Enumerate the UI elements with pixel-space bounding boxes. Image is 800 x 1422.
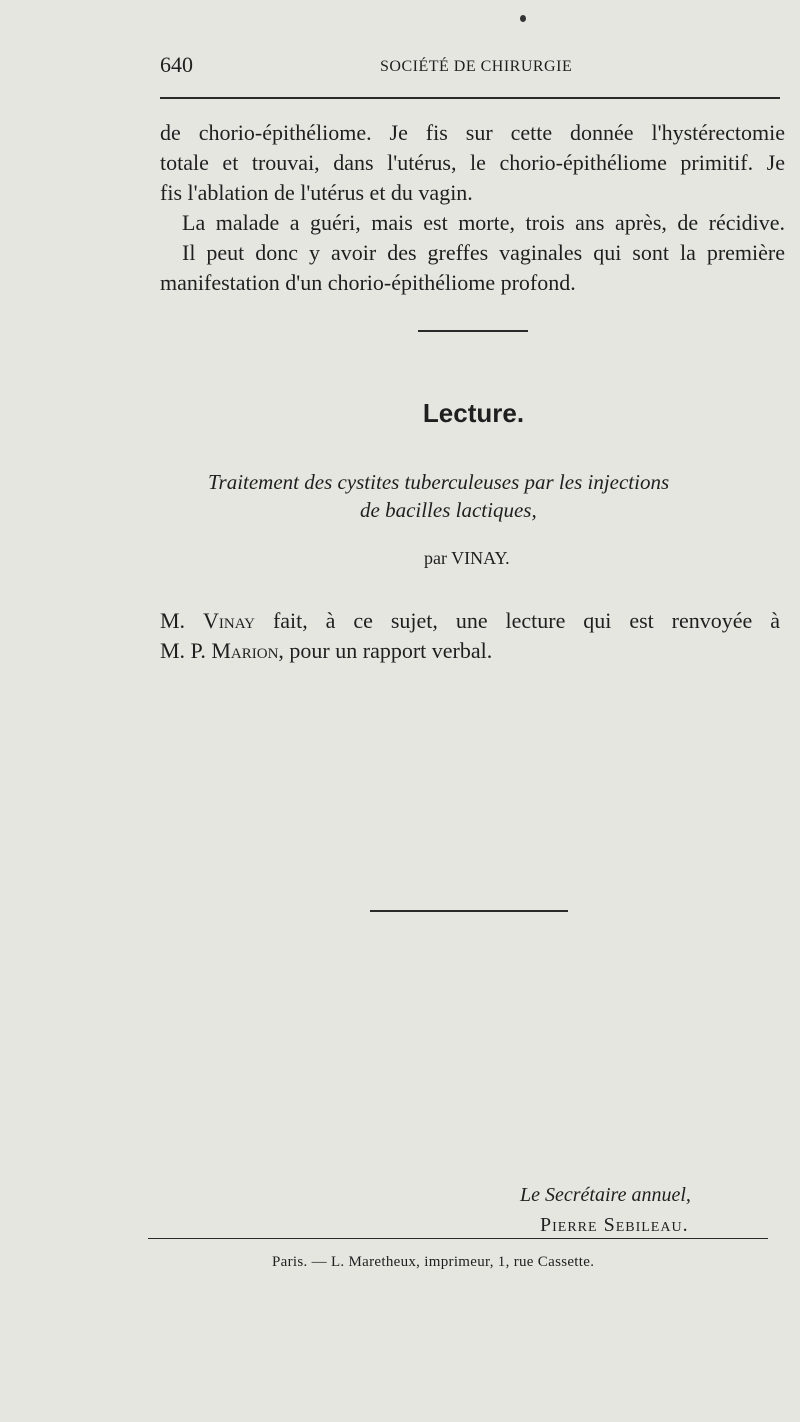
section-divider: [418, 330, 528, 332]
text-line: Il peut donc y avoir des greffes vaginales qui sont la première: [182, 240, 785, 265]
author-name: Vinay: [203, 608, 256, 633]
printer-imprint: Paris. — L. Maretheux, imprimeur, 1, rue Cassette.: [272, 1254, 595, 1270]
text-line: M. P. Marion, pour un rapport verbal.: [160, 638, 493, 663]
text-line: fis l'ablation de l'utérus et du vagin.: [160, 180, 473, 205]
article-title-line-2: de bacilles lactiques,: [360, 498, 537, 522]
signature-name: Pierre Sebileau.: [540, 1214, 689, 1236]
text-line: manifestation d'un chorio-épithéliome profond.: [160, 270, 576, 295]
footer-rule: [148, 1238, 768, 1239]
body-text: [160, 118, 785, 298]
ink-speck: [520, 15, 526, 22]
reporter-name: Marion: [211, 638, 279, 663]
end-divider: [370, 910, 568, 912]
article-title-line-1: Traitement des cystites tuberculeuses par les injections: [208, 470, 670, 494]
text-line: La malade a guéri, mais est morte, trois ans après, de récidive.: [182, 210, 785, 235]
header-rule: [160, 97, 780, 99]
section-heading: Lecture.: [422, 398, 525, 428]
page-number: 640: [160, 52, 193, 77]
report-paragraph: [160, 606, 780, 666]
text-line: M. Vinay fait, à ce sujet, une lecture qui est renvoyée à: [160, 608, 780, 633]
running-title: SOCIÉTÉ DE CHIRURGIE: [380, 58, 573, 75]
text-line: totale et trouvai, dans l'utérus, le chorio-épithéliome primitif. Je: [160, 150, 785, 175]
byline: par VINAY.: [424, 548, 510, 568]
signature-role: Le Secrétaire annuel,: [520, 1184, 691, 1206]
text-line: de chorio-épithéliome. Je fis sur cette donnée l'hystérectomie: [160, 120, 785, 145]
